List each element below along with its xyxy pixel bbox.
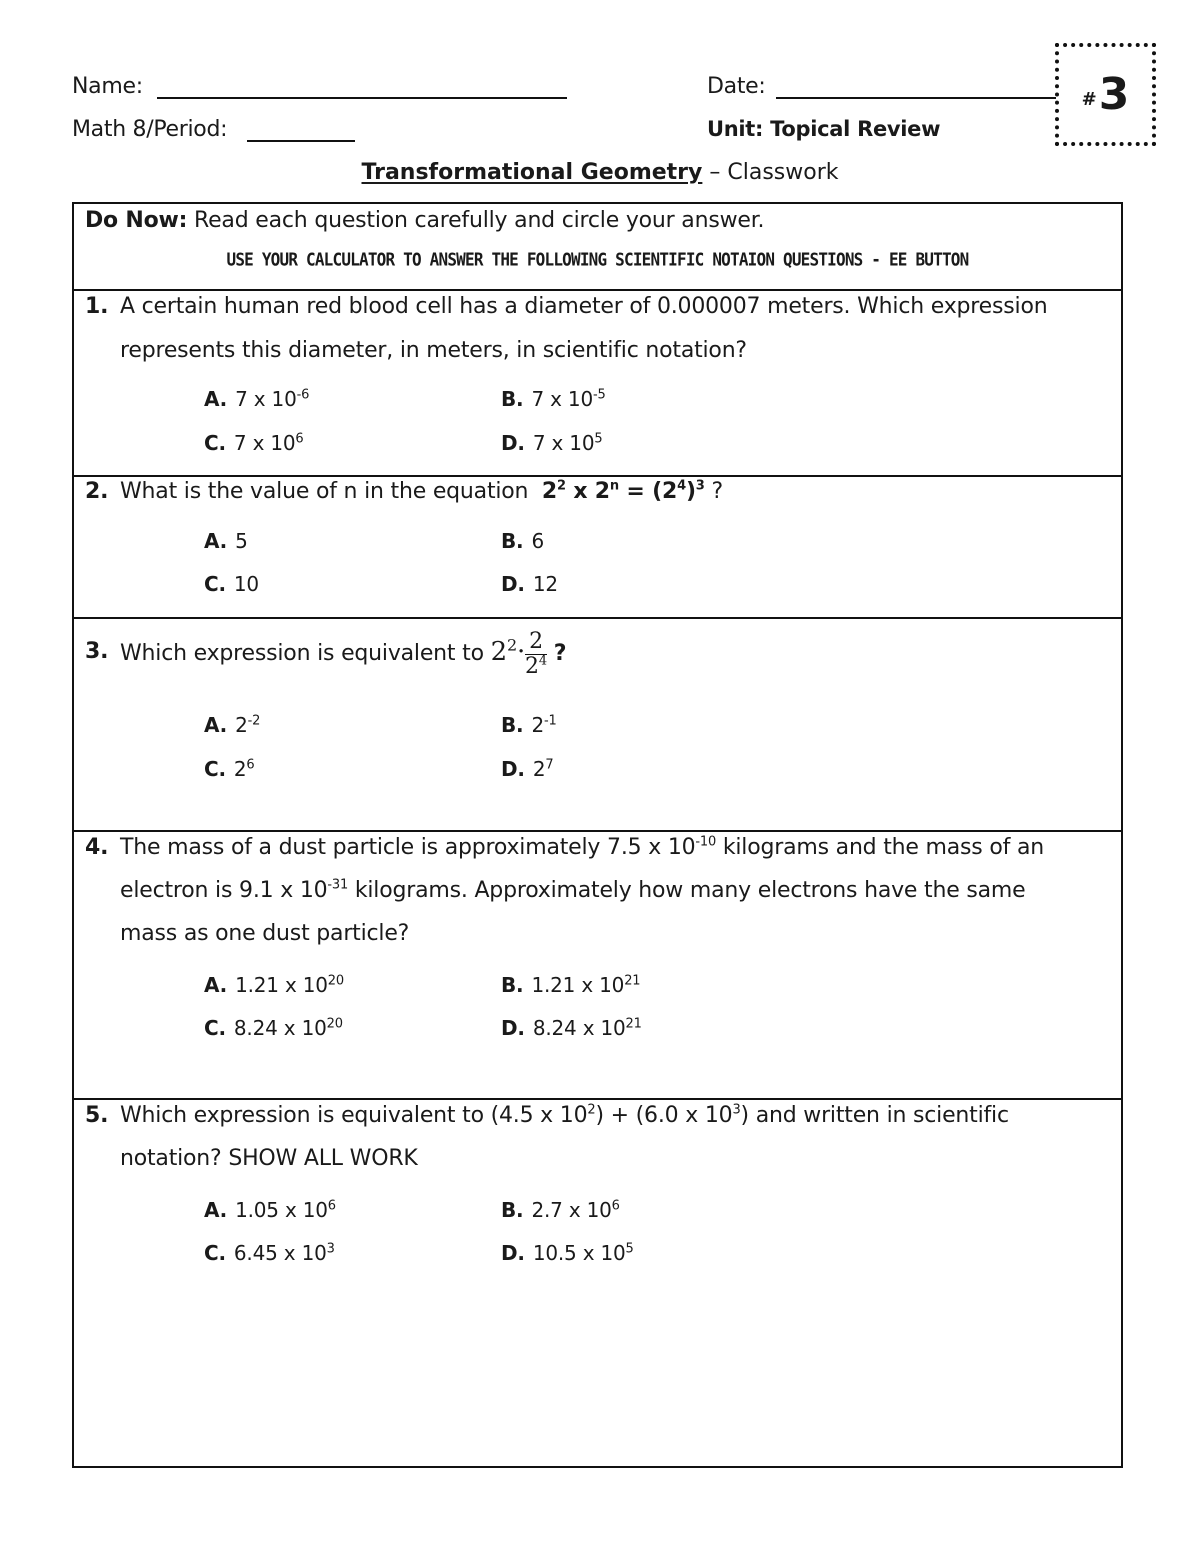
option-b[interactable]: B. 2.7 x $10^6$ [501, 1198, 620, 1222]
question-number: 4. [85, 835, 109, 860]
option-a[interactable]: A. $2^{-2}$ [204, 713, 261, 737]
worksheet-number-badge [1055, 43, 1156, 146]
date-field[interactable] [776, 97, 1056, 99]
date-label: Date: [707, 74, 766, 99]
title-main: Transformational Geometry [361, 160, 703, 185]
question-number: 2. [85, 479, 109, 504]
option-b[interactable]: B. 7 x $10^{-5}$ [501, 387, 606, 411]
question-text-line: mass as one dust particle? [120, 921, 410, 946]
option-c[interactable]: C. 7 x $10^6$ [204, 431, 304, 455]
option-b[interactable]: B. 1.21 x $10^{21}$ [501, 973, 641, 997]
option-d[interactable]: D. 7 x $10^5$ [501, 431, 603, 455]
option-c[interactable]: C. 10 [204, 572, 259, 596]
question-text-line: electron is 9.1 x $10^{-31}$ kilograms. Approximately how many electrons have the same [120, 877, 1026, 903]
expression: $2^2\cdot$ [490, 635, 526, 667]
option-d[interactable]: D. 12 [501, 572, 558, 596]
option-b[interactable]: B. 6 [501, 529, 544, 553]
option-d[interactable]: D. 8.24 x $10^{21}$ [501, 1016, 642, 1040]
question-number: 5. [85, 1103, 109, 1128]
option-d[interactable]: D. $2^7$ [501, 757, 554, 781]
badge-hash: # [1081, 89, 1097, 110]
page-title [0, 160, 1200, 185]
work-area[interactable] [74, 1294, 1121, 1464]
question-4 [74, 826, 1121, 1086]
period-label: Math 8/Period: [72, 117, 228, 142]
name-field[interactable] [157, 97, 567, 99]
question-text-line: The mass of a dust particle is approximately 7.5 x $10^{-10}$ kilograms and the mass of an [120, 834, 1044, 860]
name-label: Name: [72, 74, 143, 99]
question-text-line: Which expression is equivalent to (4.5 x $10^2) + (6.0$ x $10^3$) and written in scientific [120, 1102, 1009, 1128]
question-text-line: notation? SHOW ALL WORK [120, 1146, 418, 1171]
question-text-line: A certain human red blood cell has a diameter of 0.000007 meters. Which expression [120, 294, 1048, 319]
option-a[interactable]: A. 7 x $10^{-6}$ [204, 387, 310, 411]
divider [74, 617, 1121, 619]
option-c[interactable]: C. $2^6$ [204, 757, 255, 781]
question-5 [74, 1094, 1121, 1294]
option-a[interactable]: A. 1.05 x $10^6$ [204, 1198, 336, 1222]
badge-number: 3 [1098, 69, 1130, 120]
calculator-note: USE YOUR CALCULATOR TO ANSWER THE FOLLOWING SCIENTIFIC NOTAION QUESTIONS - EE BUTTON [226, 249, 969, 270]
unit-label: Unit: Topical Review [707, 117, 941, 141]
question-2 [74, 470, 1121, 610]
question-number: 3. [85, 639, 109, 664]
question-text-line: represents this diameter, in meters, in scientific notation? [120, 338, 747, 363]
period-field[interactable] [247, 140, 355, 142]
question-text: Which expression is equivalent to $2^2\cdot$ $\frac{2}{2^4}$ ? [120, 628, 567, 679]
question-3 [74, 624, 1121, 824]
option-a[interactable]: A. 5 [204, 529, 248, 553]
do-now-text: Read each question carefully and circle your answer. [194, 208, 765, 233]
option-d[interactable]: D. 10.5 x $10^5$ [501, 1241, 634, 1265]
question-number: 1. [85, 294, 109, 319]
do-now-label: Do Now: [85, 208, 188, 233]
title-suffix: – Classwork [702, 160, 839, 185]
option-c[interactable]: C. 8.24 x $10^{20}$ [204, 1016, 343, 1040]
question-1 [74, 285, 1121, 475]
option-b[interactable]: B. $2^{-1}$ [501, 713, 557, 737]
worksheet-box [72, 202, 1123, 1468]
fraction: $\frac{2}{2^4}$ [525, 628, 547, 679]
option-a[interactable]: A. 1.21 x $10^{20}$ [204, 973, 344, 997]
equation: $2^2$ x $2^n = (2^4)^3$ [541, 478, 705, 504]
option-c[interactable]: C. 6.45 x $10^3$ [204, 1241, 335, 1265]
question-text: What is the value of n in the equation $2^2$ x $2^n = (2^4)^3$ ? [120, 478, 723, 504]
